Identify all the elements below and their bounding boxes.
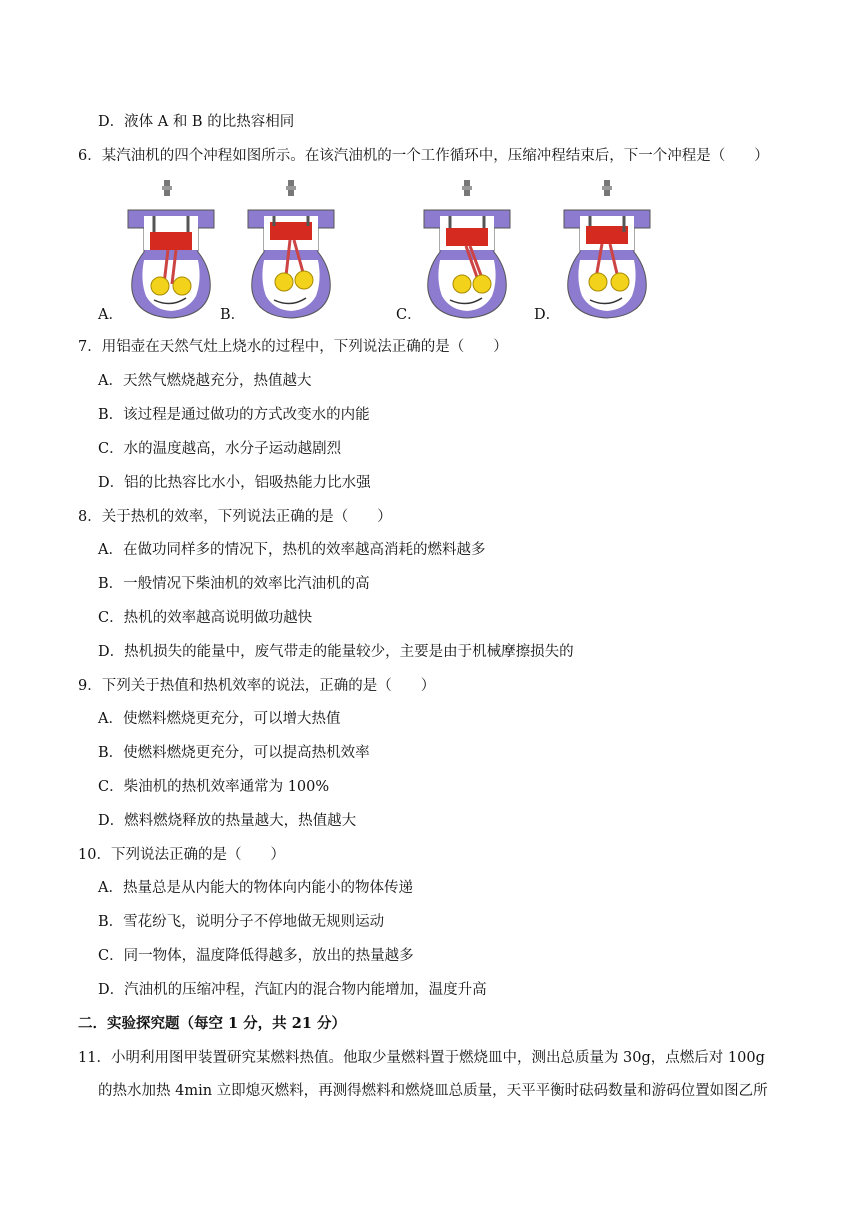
q10-stem: 10．下列说法正确的是（ ） [78,847,285,863]
engine-figure-c [420,180,514,320]
engine-figure-b [244,180,338,320]
q9-stem: 9．下列关于热值和热机效率的说法，正确的是（ ） [78,678,436,694]
q6-stem: 6．某汽油机的四个冲程如图所示。在该汽油机的一个工作循环中，压缩冲程结束后，下一个冲程是（ ） [78,148,769,164]
q10-option-a: A．热量总是从内能大的物体向内能小的物体传递 [98,880,413,896]
engine-label-b: B． [220,307,246,323]
q8-option-d: D．热机损失的能量中，废气带走的能量较少，主要是由于机械摩擦损失的 [98,644,574,660]
q10-option-d: D．汽油机的压缩冲程，汽缸内的混合物内能增加，温度升高 [98,982,487,998]
q9-option-a: A．使燃料燃烧更充分，可以增大热值 [98,711,341,727]
engine-label-c: C． [396,307,422,323]
q7-option-d: D．铝的比热容比水小，铝吸热能力比水强 [98,475,371,491]
q8-option-b: B．一般情况下柴油机的效率比汽油机的高 [98,576,370,592]
engine-diagram-d [560,180,654,320]
engine-diagram-b [244,180,338,320]
q9-option-d: D．燃料燃烧释放的热量越大，热值越大 [98,813,357,829]
engine-figure-a [124,180,218,320]
engine-figure-d [560,180,654,320]
q7-stem: 7．用铝壶在天然气灶上烧水的过程中，下列说法正确的是（ ） [78,339,508,355]
section-2-heading: 二．实验探究题（每空 1 分，共 21 分） [78,1015,346,1032]
q8-stem: 8．关于热机的效率，下列说法正确的是（ ） [78,509,392,525]
engine-diagram-c [420,180,514,320]
q10-option-b: B．雪花纷飞，说明分子不停地做无规则运动 [98,914,385,930]
q11-line-1: 11．小明利用图甲装置研究某燃料热值。他取少量燃料置于燃烧皿中，测出总质量为 30g，点燃后对 100g [78,1050,765,1066]
q8-option-a: A．在做功同样多的情况下，热机的效率越高消耗的燃料越多 [98,542,486,558]
engine-label-a: A． [98,307,123,323]
q9-option-b: B．使燃料燃烧更充分，可以提高热机效率 [98,745,370,761]
engine-label-d: D． [534,307,561,323]
q7-option-a: A．天然气燃烧越充分，热值越大 [98,373,312,389]
q7-option-b: B．该过程是通过做功的方式改变水的内能 [98,407,370,423]
engine-diagram-a [124,180,218,320]
q8-option-c: C．热机的效率越高说明做功越快 [98,610,313,626]
q7-option-c: C．水的温度越高，水分子运动越剧烈 [98,441,342,457]
q10-option-c: C．同一物体，温度降低得越多，放出的热量越多 [98,948,414,964]
q9-option-c: C．柴油机的热机效率通常为 100% [98,779,330,795]
q5-option-d: D．液体 A 和 B 的比热容相同 [98,114,295,130]
q11-line-2: 的热水加热 4min 立即熄灭燃料，再测得燃料和燃烧皿总质量，天平平衡时砝码数量和游码位置如图乙所 [98,1083,768,1099]
